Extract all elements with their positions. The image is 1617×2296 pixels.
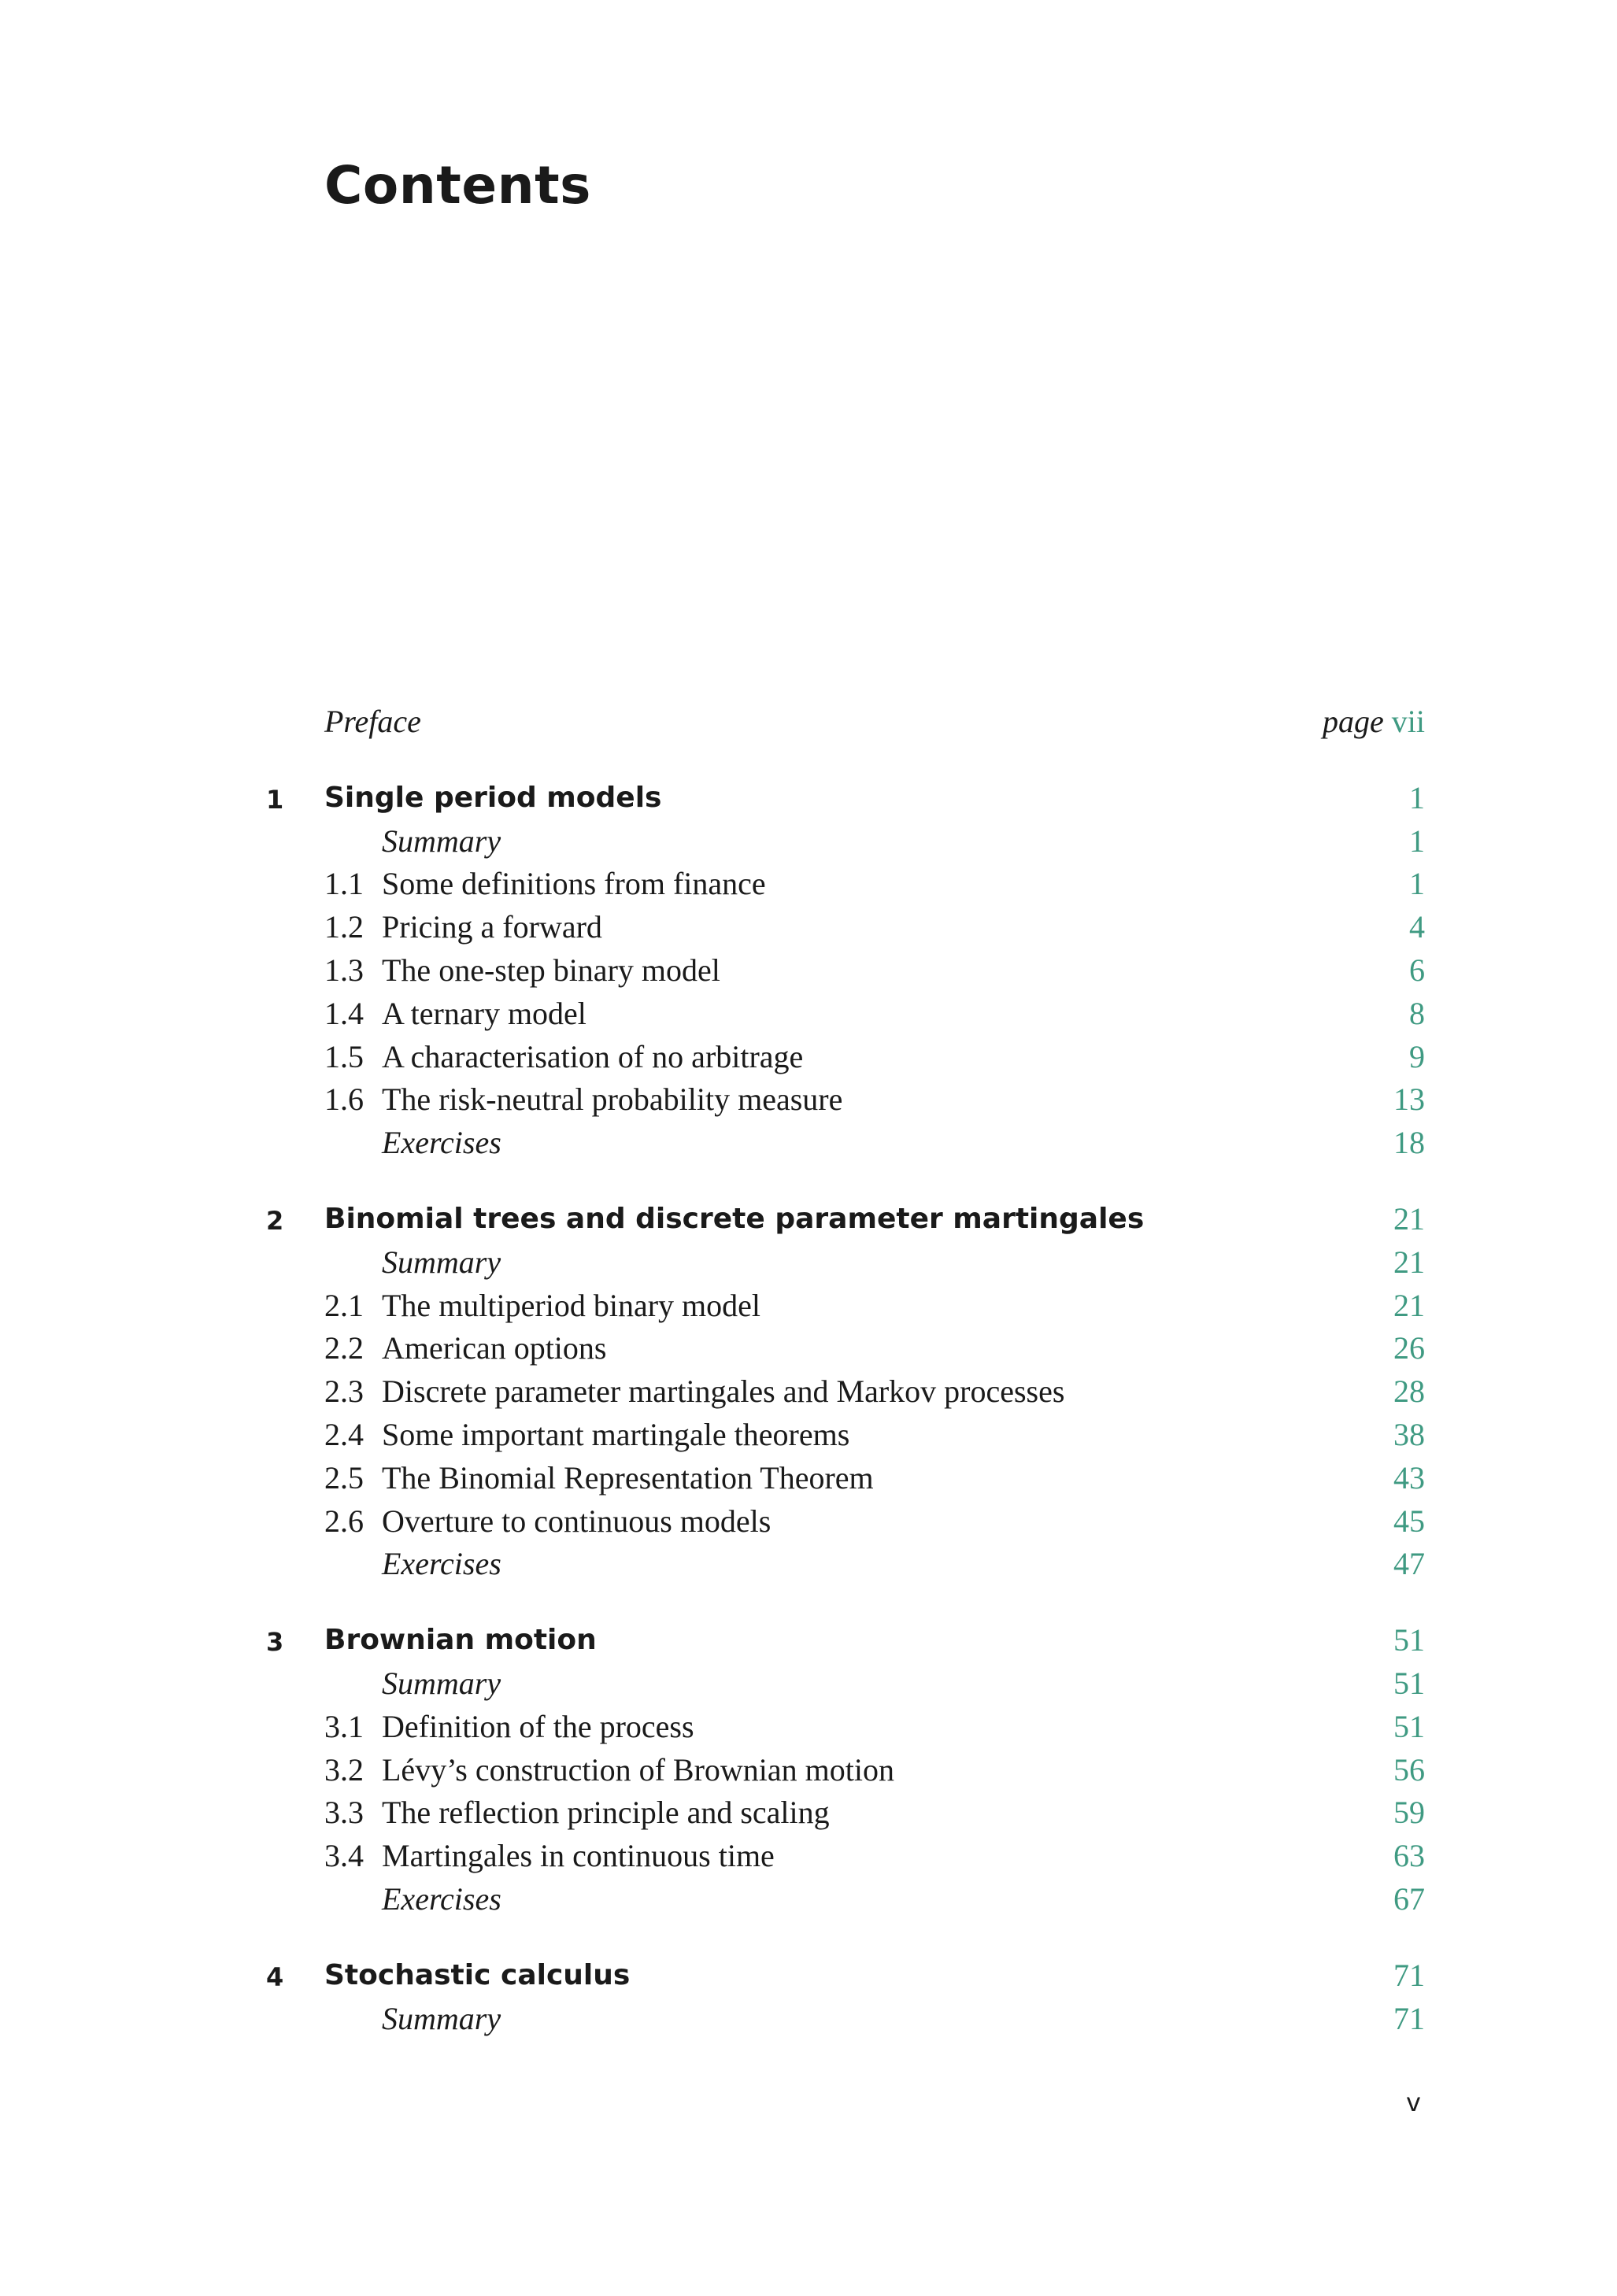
- page-number: 51: [1393, 1665, 1425, 1701]
- page-number: 13: [1393, 1081, 1425, 1118]
- page-number: 51: [1393, 1708, 1425, 1744]
- section-number: 2.6: [324, 1503, 364, 1539]
- toc-section-row[interactable]: [252, 949, 1425, 993]
- section-title: The one-step binary model: [382, 952, 720, 988]
- toc-section-row[interactable]: [252, 1706, 1425, 1749]
- toc-summary-row[interactable]: [252, 1998, 1425, 2041]
- section-title: Definition of the process: [382, 1708, 694, 1744]
- page-number: 21: [1393, 1244, 1425, 1280]
- chapter-title: Binomial trees and discrete parameter martingales: [324, 1202, 1145, 1235]
- section-title: The Binomial Representation Theorem: [382, 1459, 874, 1496]
- toc-section-row[interactable]: [252, 1327, 1425, 1370]
- section-title: American options: [382, 1330, 607, 1366]
- page-number: 43: [1393, 1459, 1425, 1496]
- section-title: Lévy’s construction of Brownian motion: [382, 1751, 895, 1788]
- section-title: Discrete parameter martingales and Markov processes: [382, 1374, 1065, 1410]
- chapter-number: 2: [266, 1205, 284, 1236]
- preface-page-number: vii: [1391, 704, 1425, 739]
- page-number: 56: [1393, 1751, 1425, 1788]
- summary-label: Summary: [382, 823, 501, 859]
- section-number: 2.5: [324, 1459, 364, 1496]
- page-number: 1: [1409, 779, 1425, 815]
- toc-section-row[interactable]: [252, 1078, 1425, 1122]
- section-number: 1.1: [324, 866, 364, 902]
- section-number: 1.4: [324, 995, 364, 1031]
- toc-section-row[interactable]: [252, 1370, 1425, 1414]
- section-title: Pricing a forward: [382, 909, 602, 945]
- page-number: 28: [1393, 1374, 1425, 1410]
- page-number: 47: [1393, 1546, 1425, 1582]
- page-number: 71: [1393, 1957, 1425, 1993]
- page-number: 67: [1393, 1880, 1425, 1917]
- toc-exercises-row[interactable]: [252, 1122, 1425, 1165]
- chapter-number: 1: [266, 784, 284, 815]
- chapter-number: 4: [266, 1961, 284, 1992]
- toc-section-row[interactable]: [252, 1835, 1425, 1878]
- section-title: A characterisation of no arbitrage: [382, 1038, 804, 1074]
- summary-label: Summary: [382, 2000, 501, 2036]
- exercises-label: Exercises: [382, 1546, 501, 1582]
- preface-label: Preface: [324, 704, 421, 739]
- page-number: 18: [1393, 1125, 1425, 1161]
- page-number: 21: [1393, 1287, 1425, 1323]
- section-number: 3.1: [324, 1708, 364, 1744]
- toc-section-row[interactable]: [252, 906, 1425, 949]
- toc-summary-row[interactable]: [252, 1241, 1425, 1285]
- page-folio: v: [1406, 2087, 1421, 2117]
- page-number: 63: [1393, 1838, 1425, 1874]
- page-number: 71: [1393, 2000, 1425, 2036]
- toc-section-row[interactable]: [252, 1285, 1425, 1328]
- page-number: 1: [1409, 866, 1425, 902]
- section-number: 1.2: [324, 909, 364, 945]
- chapter-number: 3: [266, 1627, 284, 1658]
- section-number: 3.3: [324, 1795, 364, 1831]
- toc-chapter-row[interactable]: [252, 777, 1425, 820]
- chapter-title: Brownian motion: [324, 1624, 597, 1657]
- section-number: 3.2: [324, 1751, 364, 1788]
- section-number: 3.4: [324, 1838, 364, 1874]
- toc-section-row[interactable]: [252, 1791, 1425, 1835]
- section-title: The risk-neutral probability measure: [382, 1081, 843, 1118]
- page-number: 8: [1409, 995, 1425, 1031]
- toc-exercises-row[interactable]: [252, 1543, 1425, 1586]
- exercises-label: Exercises: [382, 1125, 501, 1161]
- section-number: 2.4: [324, 1416, 364, 1452]
- toc-section-row[interactable]: [252, 1500, 1425, 1544]
- section-title: Overture to continuous models: [382, 1503, 771, 1539]
- toc-summary-row[interactable]: [252, 1662, 1425, 1706]
- toc-section-row[interactable]: [252, 1457, 1425, 1500]
- toc-section-row[interactable]: [252, 1749, 1425, 1792]
- section-title: A ternary model: [382, 995, 586, 1031]
- table-of-contents: [252, 701, 1425, 2040]
- toc-exercises-row[interactable]: [252, 1878, 1425, 1921]
- section-number: 1.6: [324, 1081, 364, 1118]
- toc-preface-row[interactable]: [252, 701, 1425, 744]
- section-title: The multiperiod binary model: [382, 1287, 760, 1323]
- preface-page[interactable]: [1323, 701, 1425, 744]
- toc-chapter-row[interactable]: [252, 1619, 1425, 1662]
- section-title: Some definitions from finance: [382, 866, 766, 902]
- section-title: The reflection principle and scaling: [382, 1795, 830, 1831]
- section-title: Some important martingale theorems: [382, 1416, 850, 1452]
- section-number: 2.1: [324, 1287, 364, 1323]
- section-number: 1.3: [324, 952, 364, 988]
- page-number: 38: [1393, 1416, 1425, 1452]
- page-number: 59: [1393, 1795, 1425, 1831]
- summary-label: Summary: [382, 1244, 501, 1280]
- page-number: 51: [1393, 1622, 1425, 1658]
- page-number: 45: [1393, 1503, 1425, 1539]
- section-title: Martingales in continuous time: [382, 1838, 775, 1874]
- page-number: 21: [1393, 1200, 1425, 1237]
- toc-summary-row[interactable]: [252, 820, 1425, 863]
- page-number: 4: [1409, 909, 1425, 945]
- toc-chapter-row[interactable]: [252, 1954, 1425, 1998]
- section-number: 2.2: [324, 1330, 364, 1366]
- section-number: 1.5: [324, 1038, 364, 1074]
- toc-chapter-row[interactable]: [252, 1198, 1425, 1241]
- summary-label: Summary: [382, 1665, 501, 1701]
- toc-section-row[interactable]: [252, 1414, 1425, 1457]
- chapter-title: Single period models: [324, 781, 662, 814]
- exercises-label: Exercises: [382, 1880, 501, 1917]
- page-number: 9: [1409, 1038, 1425, 1074]
- toc-section-row[interactable]: [252, 1036, 1425, 1079]
- page-title: Contents: [324, 155, 591, 216]
- section-number: 2.3: [324, 1374, 364, 1410]
- page-number: 1: [1409, 823, 1425, 859]
- page-number: 6: [1409, 952, 1425, 988]
- toc-section-row[interactable]: [252, 863, 1425, 906]
- page-prefix: page: [1323, 704, 1384, 739]
- page-number: 26: [1393, 1330, 1425, 1366]
- chapter-title: Stochastic calculus: [324, 1958, 631, 1991]
- toc-section-row[interactable]: [252, 993, 1425, 1036]
